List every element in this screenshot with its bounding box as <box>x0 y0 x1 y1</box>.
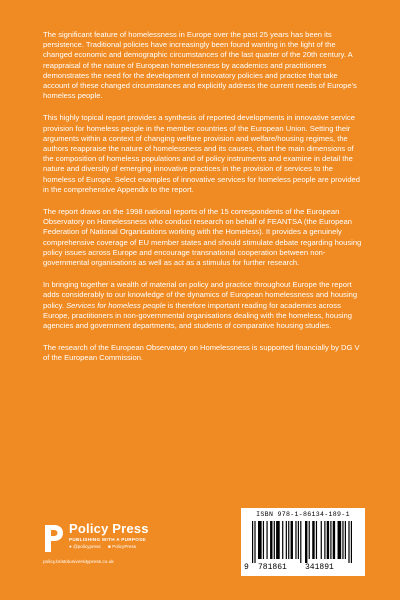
blurb-paragraph-4 <box>43 280 363 331</box>
twitter-handle: @policypress <box>73 544 101 549</box>
barcode-bar <box>252 521 253 563</box>
barcode-bar <box>309 521 310 559</box>
barcode-bar <box>286 521 287 559</box>
barcode-bar <box>348 521 349 563</box>
barcode-bar <box>324 521 325 559</box>
barcode-bar <box>276 521 280 559</box>
barcode-bar <box>300 521 301 563</box>
barcode-bar <box>291 521 293 559</box>
barcode-bar <box>321 521 322 559</box>
barcode-bar <box>342 521 343 559</box>
barcode-bar <box>274 521 275 559</box>
barcode-bar <box>295 521 296 559</box>
facebook-handle: PolicyPress <box>112 544 137 549</box>
barcode-digit-first: 9 <box>244 563 249 572</box>
barcode-bar <box>305 521 307 563</box>
blurb-paragraph-2: This highly topical report provides a synthesis of reported developments in innovative service provision for homeless people in the member countries of the European Union. Setting their arguments within a context of changing welfare provision and welfare/housing regimes, the authors reappraise the nature of homelessness and its causes, chart the main dimensions of the composition of homeless populations and of policy instruments and examine in detail the nature and diversity of emerging innovative practices in the provision of services to the homeless of Europe. Select examples of innovative services for homeless people are provided in the comprehensive Appendix to the report. <box>43 113 360 194</box>
publisher-name: Policy Press <box>69 521 149 536</box>
blurb-paragraph-4-text-end: is therefore important reading for academics across Europe, practitioners in non-governmental organisations dealing with the homeless, housing agencies and government departments, and students of comparative housing studies. <box>43 300 352 331</box>
twitter-icon: ● <box>69 544 72 549</box>
publisher-social <box>69 544 136 549</box>
barcode-bar <box>298 521 299 559</box>
barcode-bar <box>288 521 289 559</box>
barcode-bar <box>333 521 335 559</box>
barcode-bar <box>345 521 346 559</box>
barcode-bar <box>270 521 272 559</box>
isbn-number: ISBN 978-1-86134-189-1 <box>256 511 350 518</box>
blurb-paragraph-3: The report draws on the 1998 national reports of the 15 correspondents of the European Observatory on Homelessness who conduct research on behalf of FEANTSA (the European Federation of National Organisations working with the Homeless). It provides a genuinely comprehensive coverage of EU member states and should stimulate debate regarding housing policy issues across Europe and encourage transnational cooperation between non-governmental organisations as well as act as a stimulus for further research. <box>43 207 362 268</box>
barcode-bar <box>338 521 342 559</box>
publisher-tagline: PUBLISHING WITH A PURPOSE <box>69 537 146 542</box>
policy-press-logo-icon <box>43 522 65 554</box>
publisher-url: policy.bristoluniversitypress.co.uk <box>43 560 114 565</box>
blurb-paragraph-4-text-start: In bringing together a wealth of material on policy and practice throughout Europe the report adds considerably to our knowledge of the dynamics of European homelessness and housing policy. <box>43 280 358 310</box>
book-title-italic: Services for homeless people <box>66 300 166 310</box>
barcode-bar <box>282 521 283 559</box>
barcode-digits-left: 781861 <box>258 563 287 572</box>
barcode-bar <box>312 521 314 559</box>
barcode-bar <box>351 521 352 563</box>
barcode-bar <box>254 521 255 563</box>
barcode-bars <box>252 521 354 563</box>
barcode-digits-right: 341891 <box>305 563 334 572</box>
barcode-bar <box>330 521 331 559</box>
barcode-bar <box>258 521 262 559</box>
barcode-bar <box>263 521 264 559</box>
barcode-bar <box>316 521 317 559</box>
blurb-paragraph-5: The research of the European Observatory on Homelessness is supported financially by DG V of the European Commission. <box>43 343 360 363</box>
facebook-icon: ■ <box>108 544 111 549</box>
barcode-bar <box>266 521 267 559</box>
publisher-block <box>43 520 213 580</box>
back-cover-blurb <box>43 30 363 376</box>
isbn-barcode <box>241 508 365 576</box>
barcode-bar <box>327 521 329 559</box>
blurb-paragraph-1: The significant feature of homelessness in Europe over the past 25 years has been its persistence. Traditional policies have increasingly been found wanting in the light of the changed economic and demographic circumstances of the last quarter of the 20th century. A reappraisal of the nature of European homelessness by academics and practitioners demonstrates the need for the development of innovatory policies and practice that take account of these changed circumstances and explicitly address the current needs of Europe's homeless people. <box>43 30 357 101</box>
